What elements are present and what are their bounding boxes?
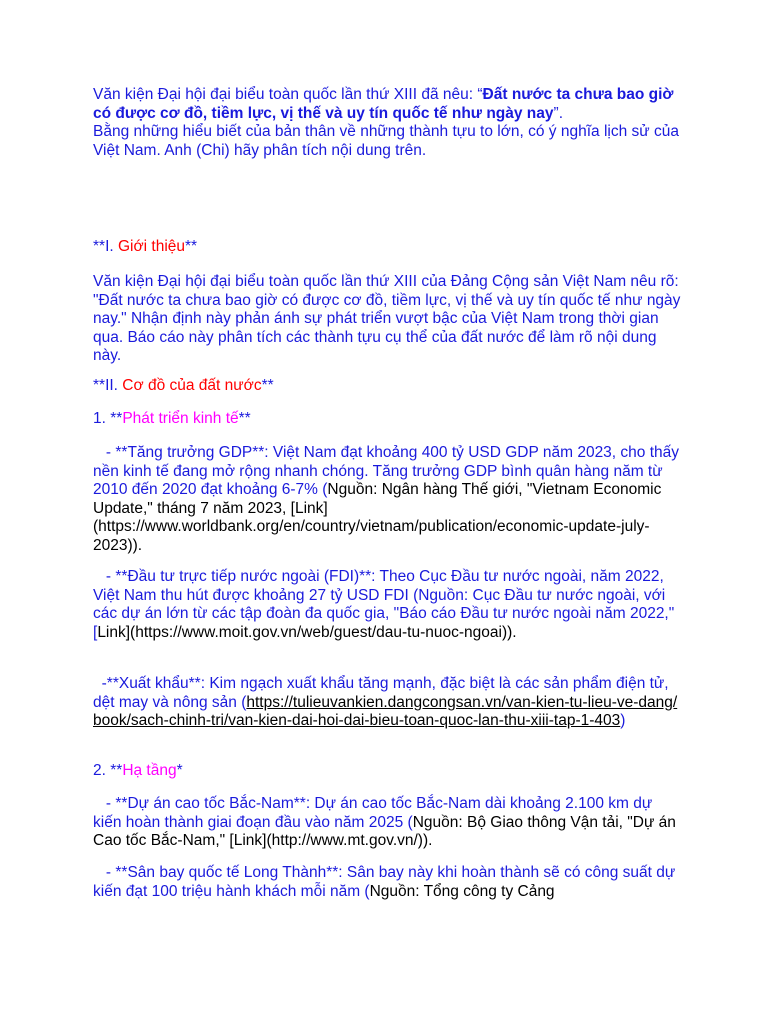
airport-text: - **Sân bay quốc tế Long Thành**: Sân bay này khi hoàn thành sẽ có công suất dự kiến đạt 100 triệu hành khách mỗi năm ( <box>93 864 680 900</box>
export-link[interactable]: https://tulieuvankien.dangcongsan.vn/van-kien-tu-lieu-ve-dang/book/sach-chinh-tri/van-kien-dai-hoi-dai-bieu-toan-quoc-lan-thu-xiii-tap-1-403 <box>93 693 678 729</box>
question-paragraph <box>93 86 683 160</box>
subsection-2-suffix: * <box>176 762 183 779</box>
question-line-2: Bằng những hiểu biết của bản thân về những thành tựu to lớn, có ý nghĩa lịch sử của <box>93 123 679 140</box>
airport-paragraph <box>93 864 683 901</box>
section-2-marker-open: **II. <box>93 377 123 394</box>
subsection-1-title: Phát triển kinh tế <box>122 410 239 427</box>
question-intro: Văn kiện Đại hội đại biểu toàn quốc lần thứ XIII đã nêu: “ <box>93 86 483 103</box>
subsection-2-heading <box>93 762 683 781</box>
subsection-2-title: Hạ tầng <box>122 762 177 779</box>
subsection-1-suffix: ** <box>238 410 251 427</box>
section-1-title: Giới thiệu <box>117 238 186 255</box>
export-close: ) <box>620 712 626 729</box>
section-1-paragraph: Văn kiện Đại hội đại biểu toàn quốc lần thứ XIII của Đảng Cộng sản Việt Nam nêu rõ: "Đất nước ta chưa bao giờ có được cơ đồ, tiềm lực, vị thế và uy tín quốc tế như ngày nay." Nhận định này phản ánh sự phát triển vượt bậc của Việt Nam trong thời gian qua. Báo cáo này phân tích các thành tựu cụ thể của đất nước để làm rõ nội dung này. <box>93 273 681 364</box>
highway-paragraph <box>93 795 683 851</box>
subsection-1-heading <box>93 410 683 429</box>
gdp-paragraph <box>93 444 683 555</box>
gdp-source: Nguồn: Ngân hàng Thế giới, "Vietnam Economic Update," tháng 7 năm 2023, [Link](https://www.worldbank.org/en/country/vietnam/publication/economic-update-july-2023)). <box>93 481 666 554</box>
airport-source: Nguồn: Tổng công ty Cảng <box>369 882 555 900</box>
section-2-marker-close: ** <box>261 377 274 394</box>
export-text: -**Xuất khẩu**: Kim ngạch xuất khẩu tăng mạnh, đặc biệt là các sản phẩm điện tử, dệt may và nông sản ( <box>93 675 673 711</box>
export-paragraph <box>93 675 683 731</box>
subsection-2-prefix: 2. ** <box>93 762 123 779</box>
fdi-paragraph <box>93 568 683 642</box>
section-1-marker-close: ** <box>185 238 198 255</box>
section-1-marker-open: **I. <box>93 238 118 255</box>
question-end-quote: ”. <box>553 104 563 122</box>
fdi-source: Link](https://www.moit.gov.vn/web/guest/dau-tu-nuoc-ngoai)). <box>97 623 517 641</box>
fdi-text: - **Đầu tư trực tiếp nước ngoài (FDI)**: Theo Cục Đầu tư nước ngoài, năm 2022, Việt Nam thu hút được khoảng 27 tỷ USD FDI (Nguồn: Cục Đầu tư nước ngoài, với các dự án lớn từ các tập đoàn đa quốc gia, "Báo cáo Đầu tư nước ngoài năm 2022," [ <box>93 568 679 641</box>
section-2-heading <box>93 377 683 396</box>
subsection-1-prefix: 1. ** <box>93 410 123 427</box>
question-quote: Đất nước ta chưa bao giờ có được cơ đồ, tiềm lực, vị thế và uy tín quốc tế như ngày nay <box>93 86 674 122</box>
section-1-heading <box>93 238 683 257</box>
section-2-title: Cơ đồ của đất nước <box>122 377 262 394</box>
gdp-text: - **Tăng trưởng GDP**: Việt Nam đạt khoảng 400 tỷ USD GDP năm 2023, cho thấy nền kinh tế đang mở rộng nhanh chóng. Tăng trưởng GDP bình quân hàng năm từ 2010 đến 2020 đạt khoảng 6-7% ( <box>93 444 684 498</box>
question-line-3: Việt Nam. Anh (Chi) hãy phân tích nội dung trên. <box>93 141 427 159</box>
highway-text: - **Dự án cao tốc Bắc-Nam**: Dự án cao tốc Bắc-Nam dài khoảng 2.100 km dự kiến hoàn thành giai đoạn đầu vào năm 2025 ( <box>93 795 657 831</box>
highway-source: Nguồn: Bộ Giao thông Vận tải, "Dự án Cao tốc Bắc-Nam," [Link](http://www.mt.gov.vn/)). <box>93 813 681 849</box>
